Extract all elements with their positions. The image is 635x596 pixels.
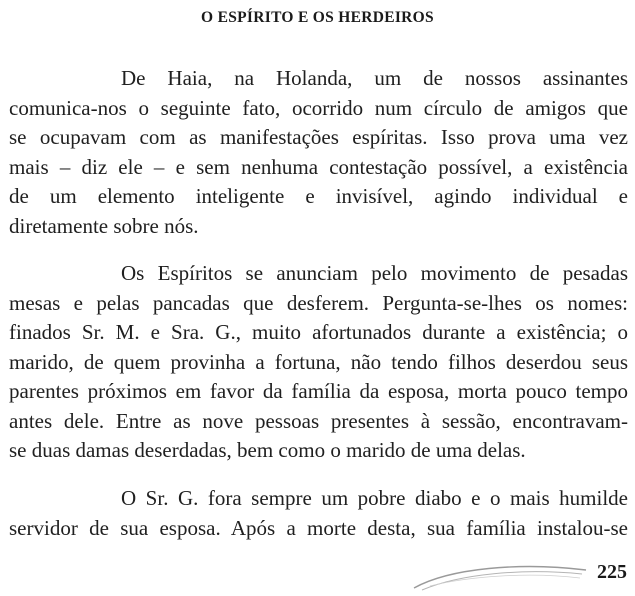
text-line: servidor de sua esposa. Após a morte desta, sua família instalou-se (9, 515, 628, 540)
text-line: de um elemento inteligente e invisível, agindo individual e (9, 184, 628, 208)
text-line: De Haia, na Holanda, um de nossos assinantes (121, 66, 628, 90)
text-line: parentes próximos em favor da família da esposa, morta pouco tempo (9, 379, 628, 403)
paragraph-1 (9, 64, 628, 241)
chapter-title: O ESPÍRITO E OS HERDEIROS (201, 9, 434, 26)
text-line: se duas damas deserdadas, bem como o marido de uma delas. (9, 438, 526, 462)
text-line: Os Espíritos se anunciam pelo movimento de pesadas (121, 261, 628, 285)
paragraph-3 (9, 484, 628, 543)
text-line: marido, de quem provinha a fortuna, não tendo filhos deserdou seus (9, 349, 628, 374)
page-number: 225 (597, 561, 627, 583)
decorative-swoosh-icon (410, 560, 590, 594)
text-line: antes dele. Entre as nove pessoas presentes à sessão, encontravam- (9, 408, 628, 433)
text-line: mesas e pelas pancadas que desferem. Pergunta-se-lhes os nomes: (9, 290, 628, 315)
text-line: diretamente sobre nós. (9, 213, 199, 238)
text-line: se ocupavam com as manifestações espíritas. Isso prova uma vez (9, 125, 628, 149)
paragraph-2 (9, 259, 628, 466)
text-line: mais – diz ele – e sem nenhuma contestação possível, a existência (9, 154, 628, 179)
text-line: O Sr. G. fora sempre um pobre diabo e o mais humilde (121, 486, 628, 510)
text-line: comunica-nos o seguinte fato, ocorrido num círculo de amigos que (9, 95, 628, 120)
text-line: finados Sr. M. e Sra. G., muito afortunados durante a existência; o (9, 320, 628, 344)
